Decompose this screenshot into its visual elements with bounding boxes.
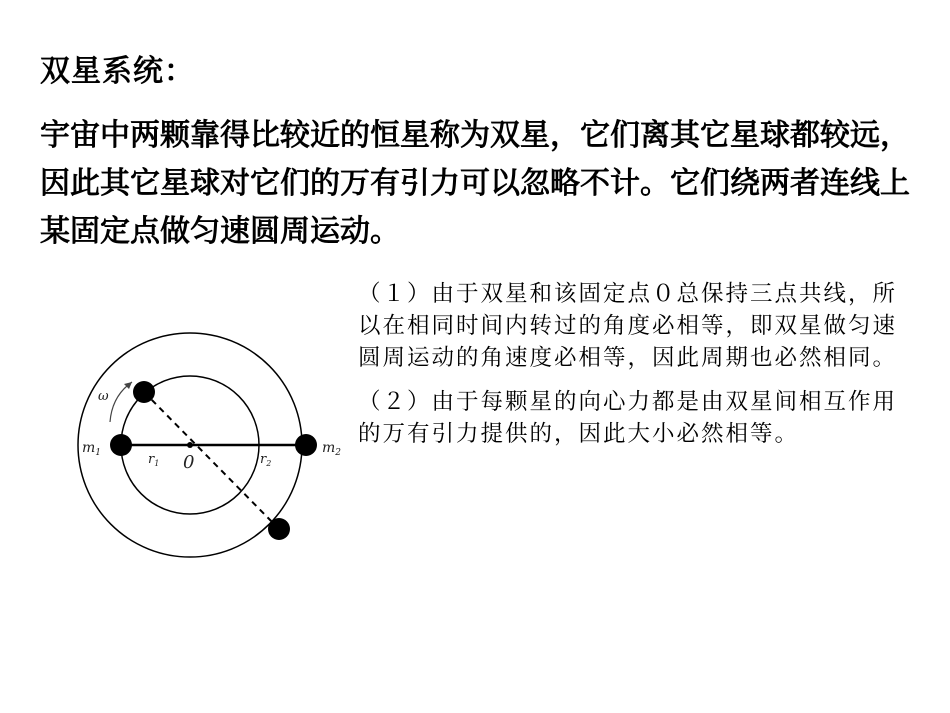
star-m2-rotated: [268, 518, 290, 540]
note-2: （２）由于每颗星的向心力都是由双星间相互作用的万有引力提供的，因此大小必然相等。: [358, 389, 898, 447]
note-1: （１）由于双星和该固定点０总保持三点共线，所以在相同时间内转过的角度必相等，即双星做匀速圆周运动的角速度必相等，因此周期也必然相同。: [358, 281, 898, 371]
star-m1-rotated: [133, 381, 155, 403]
omega-label: ω: [98, 389, 109, 404]
star-m1: [110, 434, 132, 456]
intro-paragraph: 宇宙中两颗靠得比较近的恒星称为双星，它们离其它星球都较远，因此其它星球对它们的万有引力可以忽略不计。它们绕两者连线上某固定点做匀速圆周运动。: [40, 118, 910, 249]
center-label: 0: [183, 452, 195, 473]
center-point: [187, 442, 193, 448]
m1-label: $m_1$: [82, 440, 102, 458]
r2-label: $r_2$: [260, 452, 272, 468]
star-m2: [295, 434, 317, 456]
notes-section: [358, 278, 918, 462]
slide-title: 双星系统：: [40, 54, 195, 89]
m2-label: $m_2$: [322, 440, 342, 458]
r1-label: $r_1$: [148, 452, 160, 468]
binary-star-diagram: [60, 330, 360, 590]
